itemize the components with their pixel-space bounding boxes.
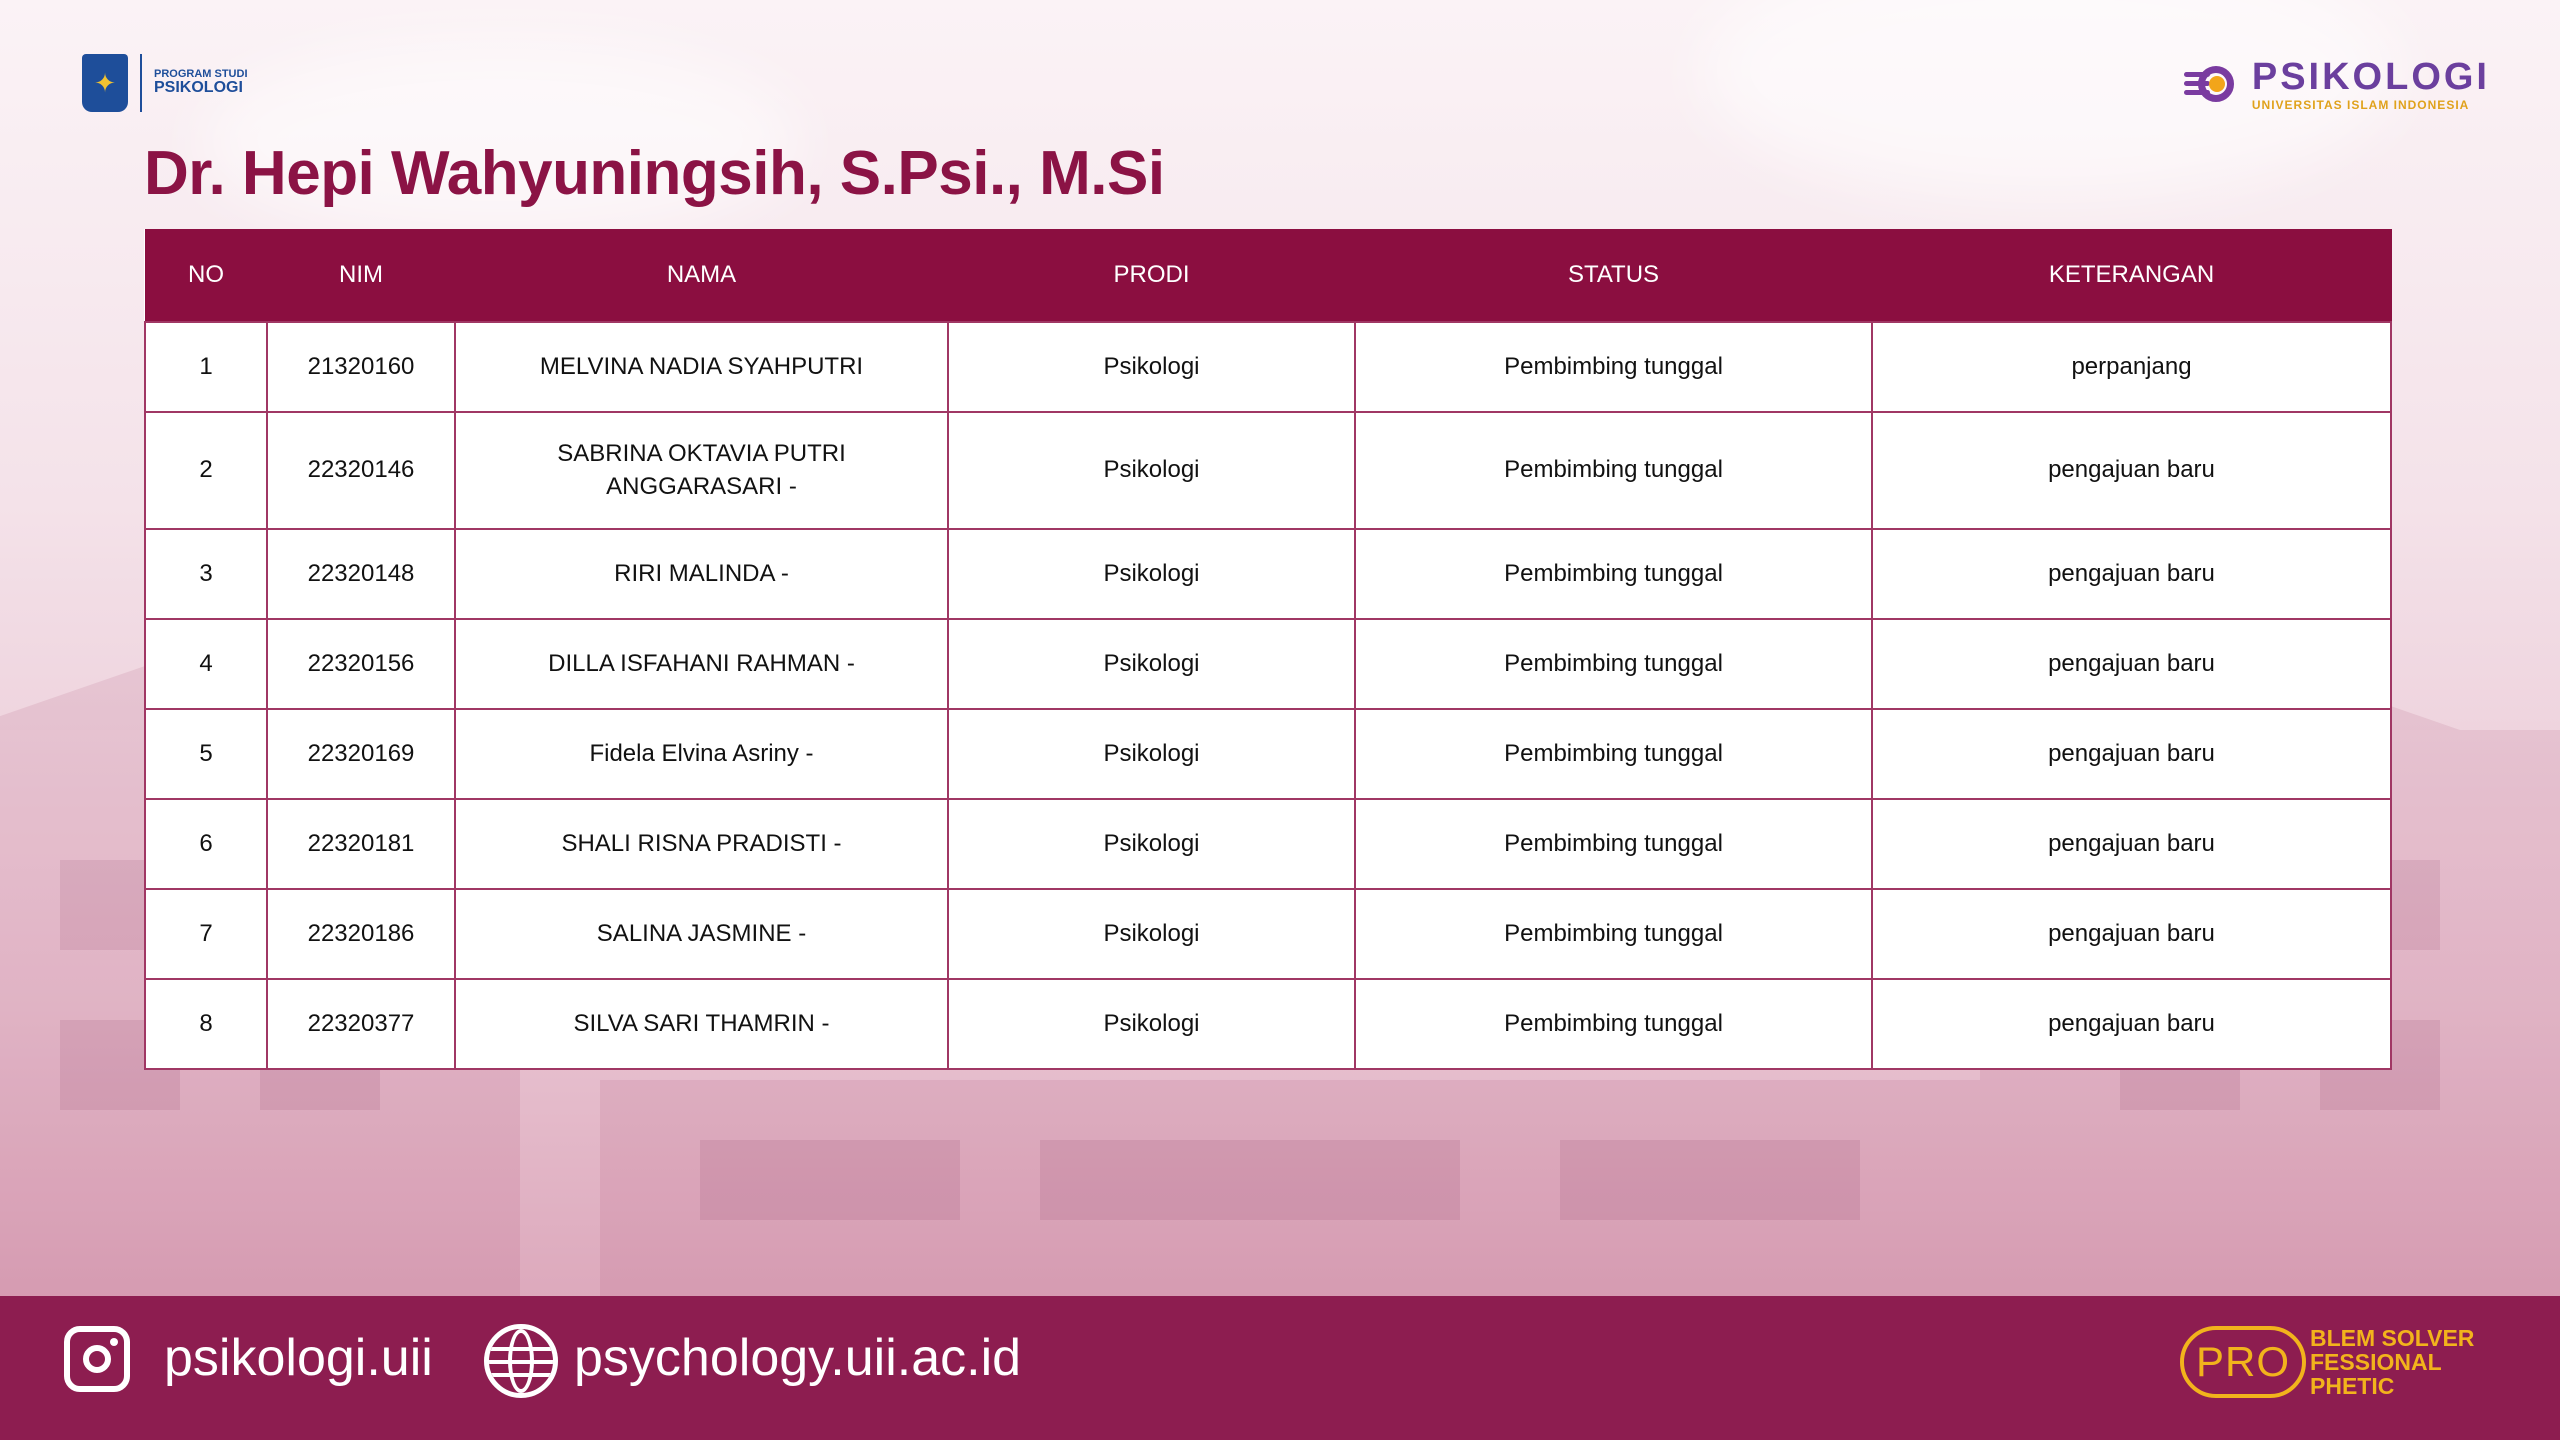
cell-keterangan: pengajuan baru [1872, 709, 2391, 799]
logo-divider [140, 54, 142, 112]
cell-prodi: Psikologi [948, 889, 1355, 979]
cell-keterangan: pengajuan baru [1872, 889, 2391, 979]
cell-prodi: Psikologi [948, 709, 1355, 799]
cell-nim: 21320160 [267, 322, 455, 412]
cell-keterangan: pengajuan baru [1872, 412, 2391, 529]
cell-prodi: Psikologi [948, 799, 1355, 889]
cell-prodi: Psikologi [948, 979, 1355, 1069]
cell-nama: MELVINA NADIA SYAHPUTRI [455, 322, 948, 412]
globe-icon[interactable] [484, 1324, 558, 1398]
instagram-icon[interactable] [64, 1326, 130, 1392]
cell-no: 7 [145, 889, 267, 979]
cell-nim: 22320148 [267, 529, 455, 619]
cell-nama: RIRI MALINDA - [455, 529, 948, 619]
cell-no: 1 [145, 322, 267, 412]
cell-nama: SILVA SARI THAMRIN - [455, 979, 948, 1069]
column-header-nama: NAMA [455, 229, 948, 322]
cell-nama: Fidela Elvina Asriny - [455, 709, 948, 799]
cell-status: Pembimbing tunggal [1355, 619, 1872, 709]
table-row [145, 709, 2391, 799]
pro-badge-logo [2180, 1326, 2474, 1398]
table-row [145, 412, 2391, 529]
psikologi-emblem-icon [2184, 62, 2242, 108]
psikologi-brand-logo [2184, 58, 2490, 112]
uii-shield-icon: ✦ [82, 54, 128, 112]
pro-line-2: FESSIONAL [2310, 1349, 2442, 1376]
cell-status: Pembimbing tunggal [1355, 322, 1872, 412]
cell-keterangan: pengajuan baru [1872, 619, 2391, 709]
cell-nama: SALINA JASMINE - [455, 889, 948, 979]
brand-name: PSIKOLOGI [2251, 56, 2490, 98]
cell-status: Pembimbing tunggal [1355, 979, 1872, 1069]
cell-status: Pembimbing tunggal [1355, 412, 1872, 529]
column-header-nim: NIM [267, 229, 455, 322]
table-header-row [145, 229, 2391, 322]
cell-prodi: Psikologi [948, 322, 1355, 412]
table-row [145, 322, 2391, 412]
table-row [145, 889, 2391, 979]
logo-program-name: PSIKOLOGI [154, 79, 243, 97]
instagram-handle-link[interactable]: psikologi.uii [164, 1329, 433, 1387]
cell-status: Pembimbing tunggal [1355, 799, 1872, 889]
cell-prodi: Psikologi [948, 619, 1355, 709]
table-row [145, 619, 2391, 709]
cell-nama: SHALI RISNA PRADISTI - [455, 799, 948, 889]
cell-nim: 22320186 [267, 889, 455, 979]
website-link[interactable]: psychology.uii.ac.id [574, 1329, 1022, 1387]
cell-no: 2 [145, 412, 267, 529]
cell-no: 6 [145, 799, 267, 889]
cell-no: 8 [145, 979, 267, 1069]
cell-status: Pembimbing tunggal [1355, 529, 1872, 619]
column-header-keterangan: KETERANGAN [1872, 229, 2391, 322]
pro-line-3: PHETIC [2310, 1373, 2395, 1400]
cell-nim: 22320377 [267, 979, 455, 1069]
cell-nim: 22320156 [267, 619, 455, 709]
cell-keterangan: pengajuan baru [1872, 799, 2391, 889]
cell-status: Pembimbing tunggal [1355, 709, 1872, 799]
cell-nim: 22320181 [267, 799, 455, 889]
cell-no: 4 [145, 619, 267, 709]
footer-bar [0, 1296, 2560, 1440]
cell-nim: 22320146 [267, 412, 455, 529]
cell-no: 3 [145, 529, 267, 619]
table-row [145, 799, 2391, 889]
pro-pill: PRO [2180, 1326, 2306, 1398]
cell-nama: SABRINA OKTAVIA PUTRI ANGGARASARI - [455, 412, 948, 529]
brand-subtitle: UNIVERSITAS ISLAM INDONESIA [2251, 98, 2470, 112]
column-header-prodi: PRODI [948, 229, 1355, 322]
cell-nim: 22320169 [267, 709, 455, 799]
cell-prodi: Psikologi [948, 412, 1355, 529]
cell-keterangan: pengajuan baru [1872, 529, 2391, 619]
uii-psikologi-logo [82, 54, 248, 112]
column-header-no: NO [145, 229, 267, 322]
cell-prodi: Psikologi [948, 529, 1355, 619]
page-title: Dr. Hepi Wahyuningsih, S.Psi., M.Si [144, 139, 1165, 208]
cell-status: Pembimbing tunggal [1355, 889, 1872, 979]
student-table [144, 229, 2392, 1070]
cell-keterangan: perpanjang [1872, 322, 2391, 412]
column-header-status: STATUS [1355, 229, 1872, 322]
cell-nama: DILLA ISFAHANI RAHMAN - [455, 619, 948, 709]
table-row [145, 529, 2391, 619]
table-row [145, 979, 2391, 1069]
logo-program-label: PROGRAM STUDI [154, 67, 248, 80]
pro-line-1: BLEM SOLVER [2310, 1325, 2475, 1351]
cell-no: 5 [145, 709, 267, 799]
cell-keterangan: pengajuan baru [1872, 979, 2391, 1069]
